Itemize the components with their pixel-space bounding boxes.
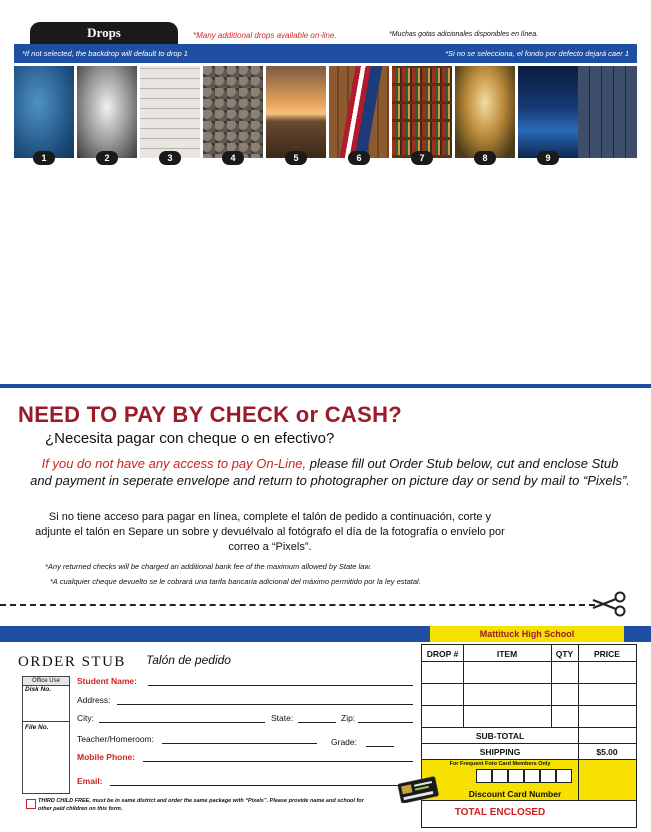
drops-tab: Drops	[30, 22, 178, 44]
mobile-phone-field[interactable]	[143, 761, 413, 762]
student-name-field[interactable]	[148, 685, 413, 686]
card-digit[interactable]	[524, 769, 540, 783]
shipping-price: $5.00	[596, 747, 618, 757]
school-name: Mattituck High School	[430, 626, 624, 642]
col-header-qty: QTY	[555, 649, 574, 659]
grade-label: Grade:	[331, 737, 357, 747]
order-stub-title-es: Talón de pedido	[146, 653, 231, 667]
backdrop-number: 8	[474, 151, 496, 165]
backdrop-number: 2	[96, 151, 118, 165]
row-divider	[422, 683, 636, 684]
card-digit[interactable]	[508, 769, 524, 783]
address-label: Address:	[77, 695, 111, 705]
teacher-label: Teacher/Homeroom:	[77, 734, 155, 744]
backdrop-number: 6	[348, 151, 370, 165]
third-child-note: THIRD CHILD FREE, must be in same district and order the same package with “Pixels”. Please provide name and school for other paid children on this form.	[38, 798, 364, 812]
returned-check-note-es: *A cualquier cheque devuelto se le cobrará una tarifa bancaria adicional del máximo permitido por la ley estatal.	[50, 577, 421, 586]
address-field[interactable]	[117, 704, 413, 705]
foto-card-icon	[396, 775, 440, 803]
state-field[interactable]	[298, 722, 336, 723]
pay-instructions-rest: please fill out Order Stub below, cut and enclose Stub and payment in seperate envelope and return to photographer on picture day or send by mail to “Pixels”.	[30, 456, 630, 488]
total-enclosed-label: TOTAL ENCLOSED	[454, 807, 546, 818]
backdrop-thumb-3[interactable]	[140, 66, 200, 163]
city-field[interactable]	[99, 722, 265, 723]
default-note-en: *If not selected, the backdrop will default to drop 1	[22, 49, 188, 58]
zip-label: Zip:	[341, 713, 356, 723]
cut-line	[0, 604, 595, 606]
office-divider	[23, 721, 69, 722]
third-child-checkbox[interactable]	[26, 799, 36, 809]
backdrop-thumb-6[interactable]	[329, 66, 389, 163]
grade-field[interactable]	[366, 746, 394, 747]
row-divider	[422, 661, 636, 662]
file-no-label: File No.	[25, 724, 49, 731]
backdrop-thumb-4[interactable]	[203, 66, 263, 163]
discount-card-input[interactable]	[476, 769, 574, 783]
col-header-drop: DROP #	[426, 649, 459, 659]
order-stub-title: ORDER STUB	[18, 654, 126, 670]
backdrop-number: 4	[222, 151, 244, 165]
drops-default-bar	[14, 44, 637, 63]
backdrop-thumb-10[interactable]	[578, 66, 637, 158]
col-header-price: PRICE	[594, 649, 620, 659]
email-label: Email:	[77, 776, 103, 786]
shipping-label: SHIPPING	[479, 747, 521, 757]
backdrop-number: 7	[411, 151, 433, 165]
backdrop-number: 5	[285, 151, 307, 165]
office-use-label: Office Use	[23, 677, 69, 686]
col-divider	[578, 645, 579, 800]
row-divider	[422, 800, 636, 801]
subtotal-label: SUB-TOTAL	[475, 731, 525, 741]
office-use-box	[22, 676, 70, 794]
student-name-label: Student Name:	[77, 676, 137, 686]
backdrop-thumb-7[interactable]	[392, 66, 452, 163]
card-digit[interactable]	[476, 769, 492, 783]
mobile-phone-label: Mobile Phone:	[77, 752, 136, 762]
default-note-es: *Si no se selecciona, el fondo por defecto dejará caer 1	[445, 49, 629, 58]
backdrop-thumbnails	[14, 66, 637, 163]
drops-online-note: *Many additional drops available on-line.	[193, 31, 337, 40]
returned-check-note: *Any returned checks will be charged an additional bank fee of the maximum allowed by State law.	[45, 562, 372, 571]
backdrop-thumb-1[interactable]	[14, 66, 74, 163]
zip-field[interactable]	[358, 722, 413, 723]
pay-instructions-en	[30, 455, 630, 489]
email-field[interactable]	[110, 785, 413, 786]
row-divider	[422, 743, 636, 744]
row-divider	[422, 727, 636, 728]
backdrop-number: 3	[159, 151, 181, 165]
frequent-card-note: For Frequent Foto Card Members Only	[449, 761, 551, 767]
backdrop-number: 9	[537, 151, 559, 165]
state-label: State:	[271, 713, 294, 723]
pay-subhead: ¿Necesita pagar con cheque o en efectivo?	[45, 430, 335, 447]
backdrop-thumb-5[interactable]	[266, 66, 326, 163]
discount-amount-cell[interactable]	[578, 759, 636, 800]
card-digit[interactable]	[492, 769, 508, 783]
backdrop-thumb-2[interactable]	[77, 66, 137, 163]
pay-headline: NEED TO PAY BY CHECK or CASH?	[18, 402, 402, 427]
row-divider	[422, 759, 636, 760]
drops-online-note-es: *Muchas gotas adicionales disponibles en línea.	[389, 31, 539, 38]
pay-instructions-red: If you do not have any access to pay On-Line,	[41, 456, 307, 471]
disk-no-label: Disk No.	[25, 686, 52, 693]
backdrop-thumb-9[interactable]	[518, 66, 578, 163]
backdrop-thumb-8[interactable]	[455, 66, 515, 163]
order-table	[421, 644, 637, 828]
pay-instructions-es: Si no tiene acceso para pagar en línea, complete el talón de pedido a continuación, corte y adjunte el talón en Separe un sobre y devuélvalo al fotógrafo el día de la fotografía o envíelo por correo a “Pixels”.	[35, 511, 505, 553]
teacher-field[interactable]	[162, 743, 317, 744]
card-digit[interactable]	[540, 769, 556, 783]
card-digit[interactable]	[556, 769, 572, 783]
discount-card-label: Discount Card Number	[468, 789, 562, 799]
row-divider	[422, 705, 636, 706]
col-header-item: ITEM	[496, 649, 518, 659]
scissors-icon	[590, 591, 628, 617]
city-label: City:	[77, 713, 94, 723]
backdrop-number: 1	[33, 151, 55, 165]
section-divider	[0, 384, 651, 388]
